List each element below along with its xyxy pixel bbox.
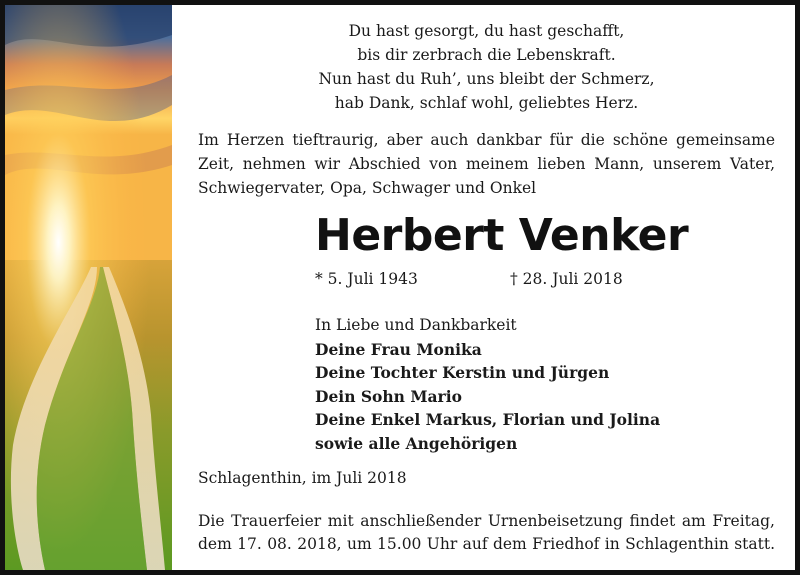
poem-line: Du hast gesorgt, du hast geschafft, — [348, 22, 625, 40]
family-member: Deine Enkel Markus, Florian und Jolina — [315, 410, 661, 429]
family-intro: In Liebe und Dankbarkeit — [315, 316, 517, 334]
sunset-path-photo — [5, 5, 172, 570]
intro-line: Schwiegervater, Opa, Schwager und Onkel — [198, 179, 537, 197]
poem-line: bis dir zerbrach die Lebenskraft. — [357, 46, 616, 64]
family-member: sowie alle Angehörigen — [315, 433, 518, 453]
poem-line: Nun hast du Ruh’, uns bleibt der Schmerz, — [318, 70, 655, 88]
place-date: Schlagenthin, im Juli 2018 — [198, 469, 407, 487]
notice-text — [198, 5, 775, 570]
family-member: Deine Tochter Kerstin und Jürgen — [315, 363, 610, 382]
deceased-name: Herbert Venker — [315, 210, 689, 261]
family-member: Deine Frau Monika — [315, 339, 482, 359]
birth-date: * 5. Juli 1943 — [315, 270, 418, 288]
intro-line: Im Herzen tieftraurig, aber auch dankbar für die schöne gemeinsame — [198, 131, 775, 149]
family-member: Dein Sohn Mario — [315, 386, 462, 406]
death-date: † 28. Juli 2018 — [510, 270, 623, 288]
intro-paragraph — [198, 128, 775, 200]
funeral-info — [198, 510, 775, 556]
funeral-line: dem 17. 08. 2018, um 15.00 Uhr auf dem Friedhof in Schlagenthin statt. — [198, 535, 775, 553]
memorial-poem — [198, 19, 775, 115]
intro-line: Zeit, nehmen wir Abschied von meinem lieben Mann, unserem Vater, — [198, 155, 775, 173]
poem-line: hab Dank, schlaf wohl, geliebtes Herz. — [334, 94, 639, 112]
family-signatures — [315, 314, 660, 455]
funeral-line: Die Trauerfeier mit anschließender Urnenbeisetzung findet am Freitag, — [198, 512, 775, 530]
